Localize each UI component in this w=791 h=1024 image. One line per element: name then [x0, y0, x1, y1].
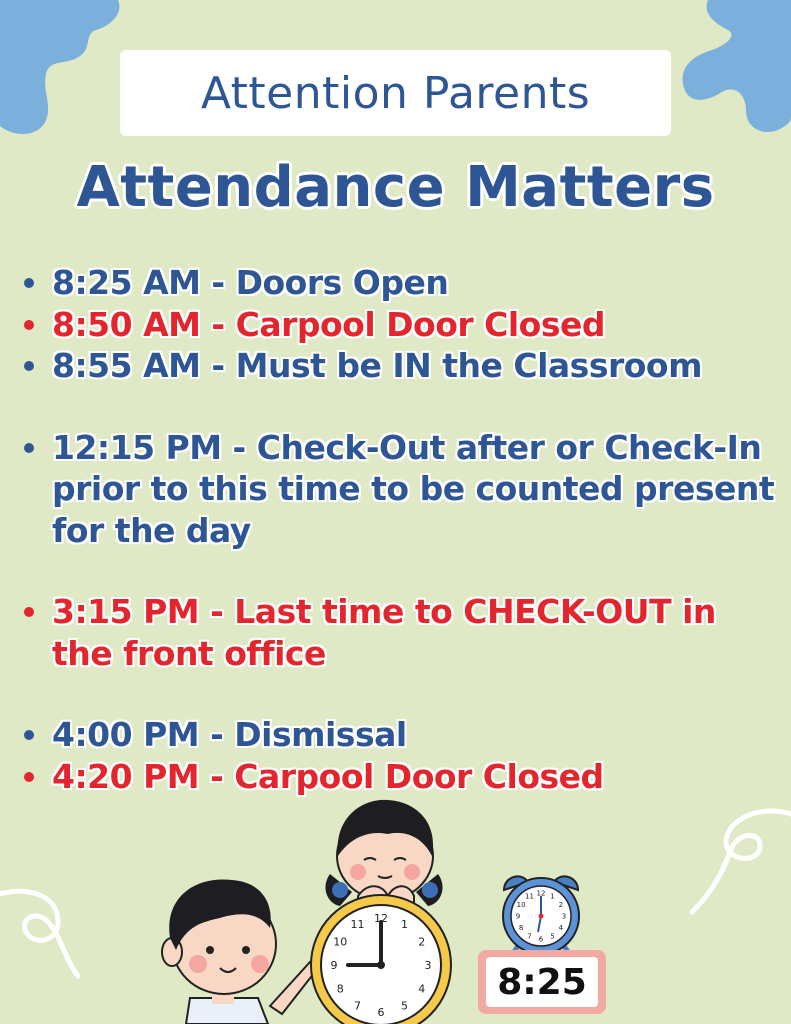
schedule-item-text: 12:15 PM - Check-Out after or Check-In prior to this time to be counted present for the day: [52, 427, 775, 550]
clock-number: 3: [424, 958, 432, 972]
schedule-item: [22, 304, 787, 346]
analog-clock-icon: [308, 892, 454, 1024]
clock-number: 11: [525, 892, 534, 901]
bullet-dot: [24, 320, 34, 330]
page-title: Attendance Matters: [76, 155, 715, 220]
clock-number: 9: [330, 958, 338, 972]
header-banner: [120, 50, 671, 136]
clock-number: 4: [418, 982, 426, 996]
schedule-item-text: 8:25 AM - Doors Open: [52, 263, 449, 302]
clock-number: 10: [516, 901, 526, 909]
schedule-item-text: 8:55 AM - Must be IN the Classroom: [52, 346, 702, 385]
right-swirl-decoration: [690, 808, 791, 918]
schedule-item: [22, 262, 787, 304]
schedule-item: [22, 591, 787, 674]
schedule-item-text: 3:15 PM - Last time to CHECK-OUT in the front office: [52, 592, 716, 673]
clock-number: 2: [558, 901, 564, 909]
schedule-item-text: 8:50 AM - Carpool Door Closed: [52, 304, 605, 344]
schedule-item-text: 4:20 PM - Carpool Door Closed: [52, 756, 604, 796]
left-swirl-decoration: [0, 884, 80, 984]
clock-number: 1: [401, 918, 408, 932]
header-text: Attention Parents: [200, 67, 591, 119]
clock-number: 7: [354, 999, 361, 1013]
schedule-item-text: 4:00 PM - Dismissal: [52, 715, 407, 754]
bullet-dot: [24, 361, 34, 371]
bullet-dot: [24, 772, 34, 782]
clock-number: 4: [558, 924, 564, 932]
clock-number: 2: [418, 935, 426, 949]
clock-number: 6: [538, 935, 544, 944]
schedule-item: [22, 345, 787, 387]
clock-number: 6: [377, 1005, 385, 1019]
schedule-item: [22, 756, 787, 798]
clock-number: 1: [550, 892, 555, 901]
clock-number: 8: [336, 982, 344, 996]
digital-clock-icon: [478, 950, 606, 1014]
top-right-blob-decoration: [666, 0, 791, 140]
top-left-blob-decoration: [0, 0, 130, 140]
schedule-list: [22, 262, 787, 797]
bullet-dot: [24, 443, 34, 453]
clock-number: 5: [401, 999, 408, 1013]
clock-number: 8: [518, 924, 524, 932]
clock-number: 5: [550, 932, 555, 941]
clock-number: 12: [536, 889, 546, 898]
clock-number: 11: [350, 918, 365, 932]
clock-number: 12: [374, 911, 388, 925]
clock-number: 7: [527, 932, 532, 941]
bullet-dot: [24, 607, 34, 617]
schedule-item: [22, 714, 787, 756]
boy-illustration: [150, 868, 320, 1024]
alarm-clock-icon: [496, 868, 586, 960]
bullet-dot: [24, 278, 34, 288]
clock-number: 9: [515, 912, 521, 921]
digital-clock-time: 8:25: [486, 957, 598, 1007]
clock-number: 10: [333, 935, 348, 949]
clock-number: 3: [561, 912, 567, 921]
schedule-item: [22, 427, 787, 552]
bullet-dot: [24, 730, 34, 740]
